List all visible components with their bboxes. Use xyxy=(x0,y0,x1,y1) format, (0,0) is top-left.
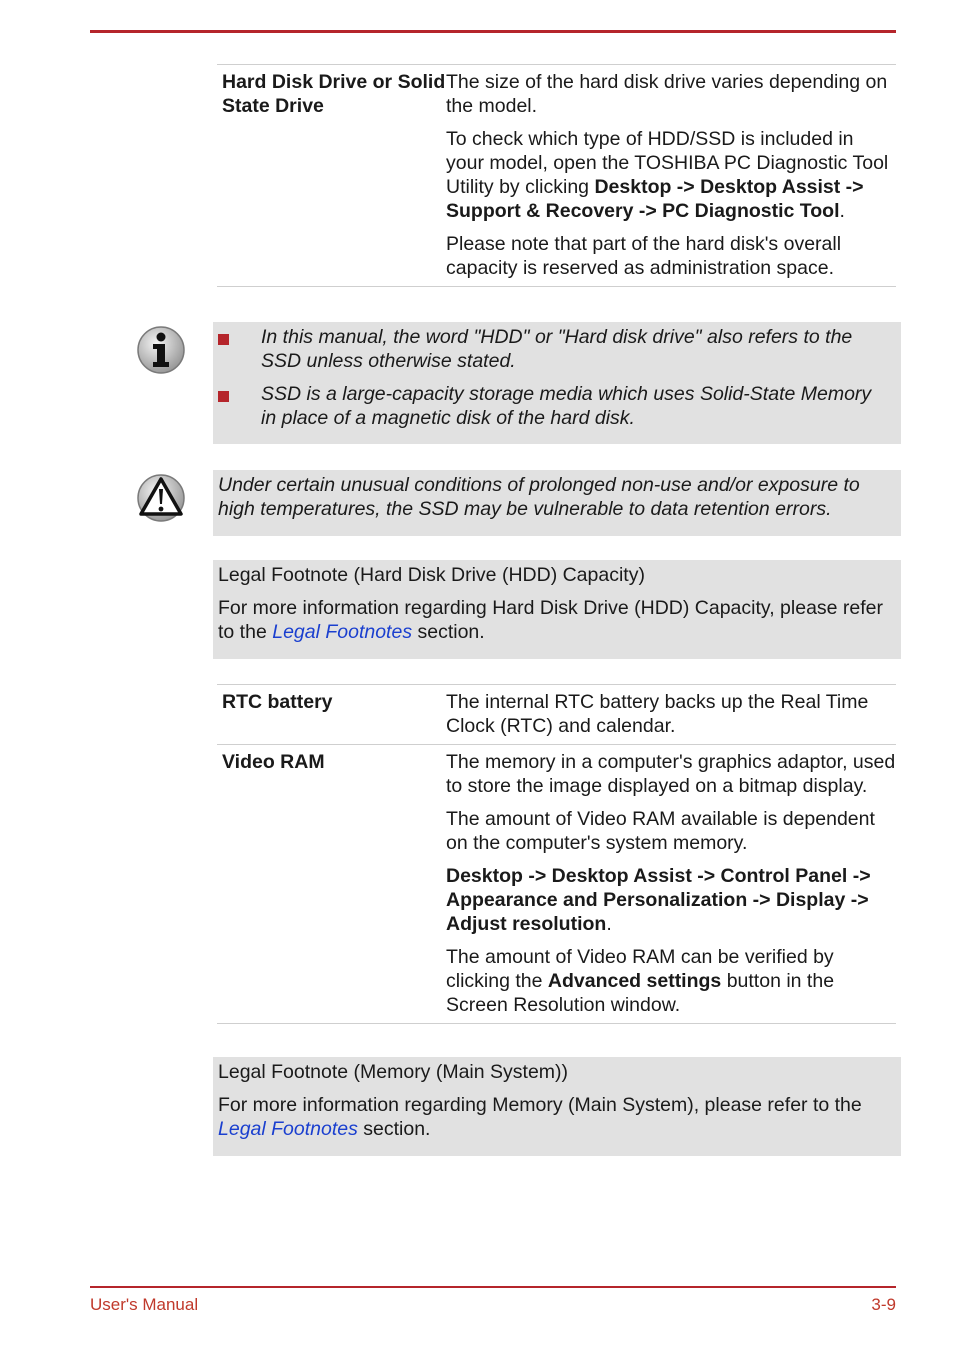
text: button in the Screen Resolution window. xyxy=(446,970,835,1016)
table-row xyxy=(217,684,896,745)
header-rule xyxy=(90,30,896,33)
spec-paragraph xyxy=(446,945,896,1017)
spec-paragraph: The internal RTC battery backs up the Real Time Clock (RTC) and calendar. xyxy=(446,691,869,737)
legal-footnote-title: Legal Footnote (Memory (Main System)) xyxy=(218,1061,569,1083)
legal-footnote-text xyxy=(218,596,891,644)
legal-footnote-hdd xyxy=(213,560,901,659)
list-item xyxy=(213,382,891,430)
text: . xyxy=(606,913,612,935)
spec-desc-rtc xyxy=(446,690,896,738)
spec-paragraph xyxy=(446,864,896,936)
info-icon xyxy=(136,325,186,375)
text: . xyxy=(839,200,845,222)
spec-table-storage xyxy=(217,64,896,287)
spec-desc-storage xyxy=(446,70,896,280)
spec-label-vram: Video RAM xyxy=(222,751,325,773)
spec-label-rtc: RTC battery xyxy=(222,691,333,713)
spec-table-rtc-vram xyxy=(217,684,896,1024)
spec-desc-vram xyxy=(446,750,896,1017)
spec-paragraph: The memory in a computer's graphics adaptor, used to store the image displayed on a bitmap display. xyxy=(446,751,896,797)
info-list xyxy=(213,325,891,430)
text: The amount of Video RAM can be verified by clicking the xyxy=(446,946,834,992)
list-item xyxy=(213,325,891,373)
text: section. xyxy=(412,621,485,643)
bullet xyxy=(218,391,229,402)
menu-path: Desktop -> Desktop Assist -> Control Panel -> Appearance and Personalization -> Display -> Adjust resolution xyxy=(446,865,871,935)
legal-footnote-memory xyxy=(213,1057,901,1156)
text: For more information regarding Hard Disk Drive (HDD) Capacity, please refer to the xyxy=(218,597,884,643)
spec-paragraph: The size of the hard disk drive varies depending on the model. xyxy=(446,71,888,117)
info-note xyxy=(213,322,901,444)
table-row xyxy=(217,64,896,287)
text: To check which type of HDD/SSD is included in your model, open the TOSHIBA PC Diagnostic Tool Utility by clicking xyxy=(446,128,889,198)
legal-footnotes-link[interactable]: Legal Footnotes xyxy=(218,1118,358,1140)
text: section. xyxy=(357,1118,431,1140)
bullet xyxy=(218,334,229,345)
legal-footnote-text xyxy=(218,1093,891,1141)
spec-paragraph xyxy=(446,127,896,223)
legal-footnotes-link[interactable]: Legal Footnotes xyxy=(272,621,413,643)
warning-icon xyxy=(136,473,186,523)
legal-footnote-title: Legal Footnote (Hard Disk Drive (HDD) Capacity) xyxy=(218,564,645,586)
footer-manual-title: User's Manual xyxy=(90,1295,199,1314)
table-row xyxy=(217,745,896,1024)
page-number: 3-9 xyxy=(871,1295,896,1314)
button-name: Advanced settings xyxy=(547,970,722,992)
caution-text: Under certain unusual conditions of prolonged non-use and/or exposure to high temperatures, the SSD may be vulnerable to data retention errors. xyxy=(218,474,860,520)
menu-path: Desktop -> Desktop Assist -> Support & Recovery -> PC Diagnostic Tool xyxy=(446,176,864,222)
spec-label-storage: Hard Disk Drive or Solid State Drive xyxy=(222,71,446,117)
note-text: In this manual, the word "HDD" or "Hard disk drive" also refers to the SSD unless otherwise stated. xyxy=(261,326,853,372)
spec-paragraph: The amount of Video RAM available is dependent on the computer's system memory. xyxy=(446,808,875,854)
spec-paragraph: Please note that part of the hard disk's overall capacity is reserved as administration space. xyxy=(446,233,842,279)
caution-note xyxy=(213,470,901,536)
text: For more information regarding Memory (Main System), please refer to the xyxy=(218,1094,862,1116)
note-text: SSD is a large-capacity storage media which uses Solid-State Memory in place of a magnetic disk of the hard disk. xyxy=(261,383,872,429)
footer-rule xyxy=(90,1286,896,1288)
